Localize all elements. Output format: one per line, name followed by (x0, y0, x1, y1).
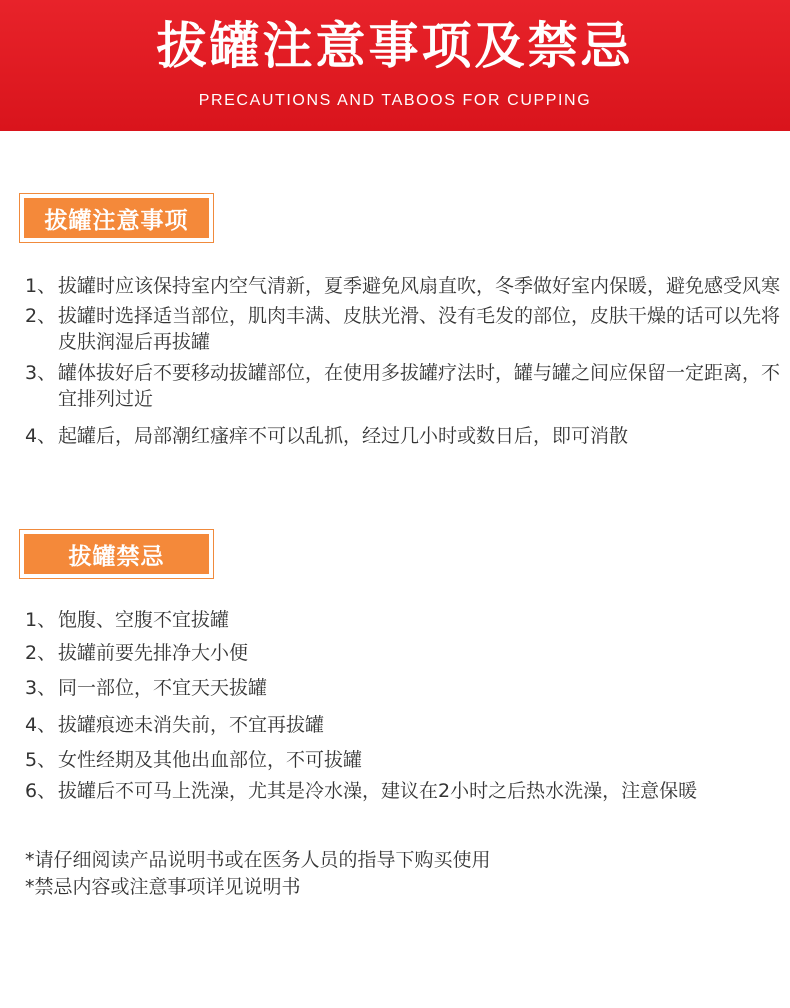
item-text: 拔罐痕迹未消失前，不宜再拔罐 (58, 714, 325, 736)
list-item (25, 303, 780, 355)
taboos-heading: 拔罐禁忌 (24, 534, 209, 574)
list-item (25, 675, 780, 701)
item-text: 女性经期及其他出血部位，不可拔罐 (58, 749, 363, 771)
item-number: 5、 (25, 749, 57, 771)
item-text: 拔罐后不可马上洗澡，尤其是冷水澡，建议在2小时之后热水洗澡，注意保暖 (58, 780, 698, 802)
item-text: 罐体拔好后不要移动拔罐部位，在使用多拔罐疗法时，罐与罐之间应保留一定距离，不宜排列过近 (58, 362, 781, 410)
item-number: 6、 (25, 780, 57, 802)
list-item (25, 360, 780, 412)
list-item (25, 273, 780, 299)
list-item (25, 423, 780, 449)
item-text: 同一部位，不宜天天拔罐 (58, 677, 268, 699)
list-item (25, 747, 780, 773)
list-item (25, 607, 780, 633)
list-item (25, 778, 780, 804)
precautions-heading: 拔罐注意事项 (24, 198, 209, 238)
item-text: 起罐后，局部潮红瘙痒不可以乱抓，经过几小时或数日后，即可消散 (58, 425, 629, 447)
list-item (25, 640, 780, 666)
taboos-heading-box (19, 529, 214, 579)
item-text: 饱腹、空腹不宜拔罐 (58, 609, 230, 631)
item-number: 1、 (25, 609, 57, 631)
item-number: 2、 (25, 642, 57, 664)
taboos-list (25, 607, 780, 804)
item-number: 3、 (25, 362, 57, 384)
precautions-list (25, 273, 780, 449)
page-subtitle: PRECAUTIONS AND TABOOS FOR CUPPING (198, 92, 592, 109)
item-number: 2、 (25, 305, 57, 327)
item-text: 拔罐时选择适当部位，肌肉丰满、皮肤光滑、没有毛发的部位，皮肤干燥的话可以先将皮肤润湿后再拔罐 (58, 305, 781, 353)
page-title: 拔罐注意事项及禁忌 (156, 17, 634, 75)
header-banner (0, 0, 790, 131)
item-text: 拔罐前要先排净大小便 (58, 642, 249, 664)
item-number: 1、 (25, 275, 57, 297)
item-text: 拔罐时应该保持室内空气清新，夏季避免风扇直吹，冬季做好室内保暖，避免感受风寒 (58, 275, 781, 297)
footnote: *请仔细阅读产品说明书或在医务人员的指导下购买使用 (25, 849, 491, 871)
list-item (25, 712, 780, 738)
footnote: *禁忌内容或注意事项详见说明书 (25, 876, 301, 898)
precautions-heading-box (19, 193, 214, 243)
item-number: 4、 (25, 425, 57, 447)
footnotes (25, 847, 765, 901)
item-number: 4、 (25, 714, 57, 736)
item-number: 3、 (25, 677, 57, 699)
